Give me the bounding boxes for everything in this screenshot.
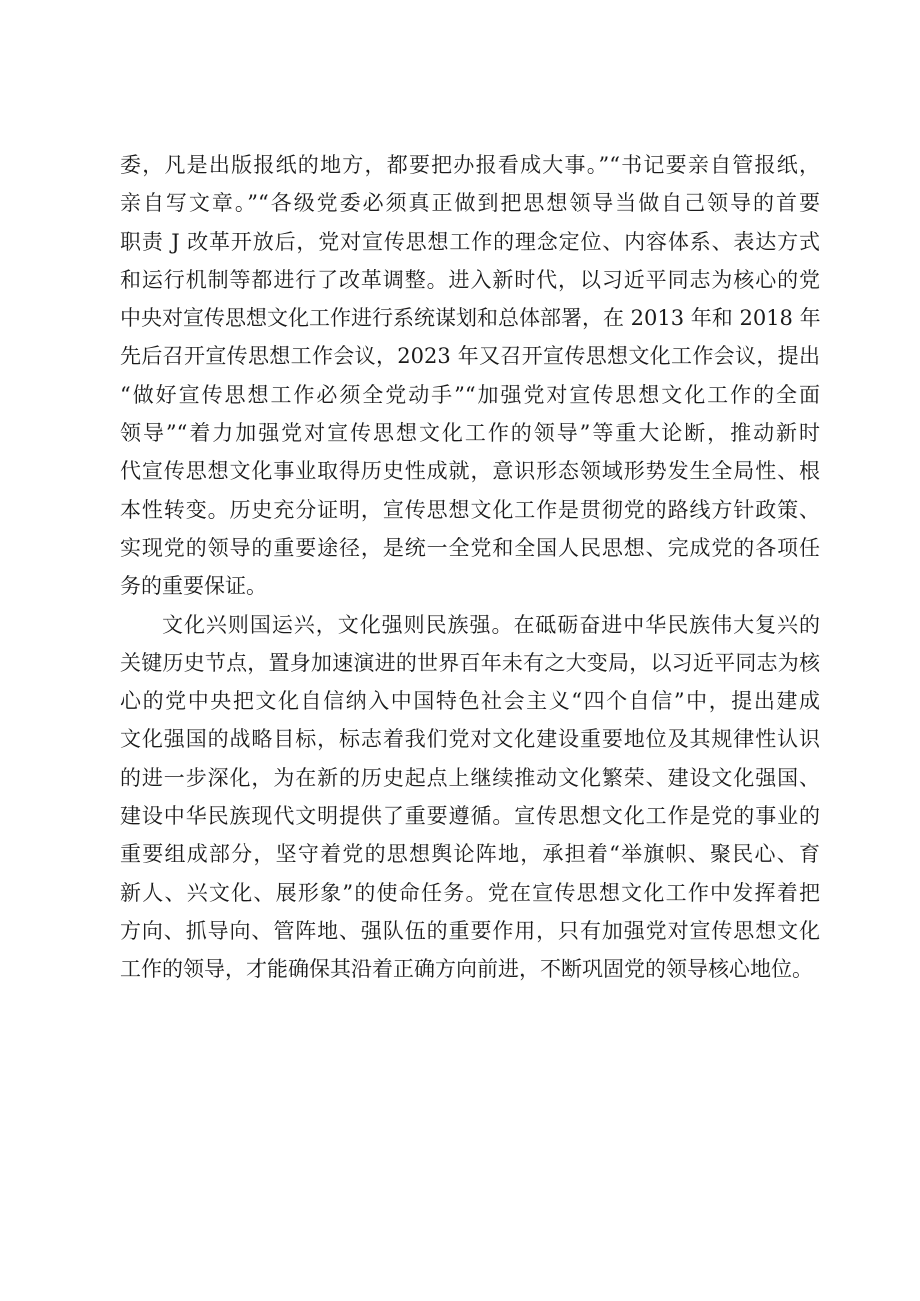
text-line: “做好宣传思想工作必须全党动手”“加强党对宣传思想文化工作的全面 xyxy=(120,382,820,407)
text-line: 中央对宣传思想文化工作进行系统谋划和总体部署，在 2013 年和 2018 年 xyxy=(120,306,821,331)
text-line: 关键历史节点，置身加速演进的世界百年未有之大变局，以习近平同志为核 xyxy=(120,650,820,675)
text-line: 先后召开宣传思想工作会议，2023 年又召开宣传思想文化工作会议，提出 xyxy=(120,344,820,369)
text-line: 和运行机制等都进行了改革调整。进入新时代，以习近平同志为核心的党 xyxy=(120,267,820,292)
paragraph-1 xyxy=(120,146,820,606)
document-body xyxy=(120,146,820,989)
text-line: 重要组成部分，坚守着党的思想舆论阵地，承担着“举旗帜、聚民心、育 xyxy=(120,842,820,867)
paragraph-2 xyxy=(120,606,820,989)
text-line: 心的党中央把文化自信纳入中国特色社会主义“四个自信”中，提出建成 xyxy=(120,689,820,714)
text-line: 代宣传思想文化事业取得历史性成就，意识形态领域形势发生全局性、根 xyxy=(120,459,820,484)
text-line: 建设中华民族现代文明提供了重要遵循。宣传思想文化工作是党的事业的 xyxy=(120,804,820,829)
text-line: 的进一步深化，为在新的历史起点上继续推动文化繁荣、建设文化强国、 xyxy=(120,765,820,790)
text-line: 领导”“着力加强党对宣传思想文化工作的领导”等重大论断，推动新时 xyxy=(120,421,820,446)
text-line: 新人、兴文化、展形象”的使命任务。党在宣传思想文化工作中发挥着把 xyxy=(120,880,820,905)
text-line: 文化兴则国运兴，文化强则民族强。在砥砺奋进中华民族伟大复兴的 xyxy=(162,612,820,637)
text-line: 务的重要保证。 xyxy=(120,574,267,599)
text-line: 实现党的领导的重要途径，是统一全党和全国人民思想、完成党的各项任 xyxy=(120,535,820,560)
text-line: 本性转变。历史充分证明，宣传思想文化工作是贯彻党的路线方针政策、 xyxy=(120,497,820,522)
text-line: 亲自写文章。”“各级党委必须真正做到把思想领导当做自己领导的首要 xyxy=(120,191,820,216)
text-line: 文化强国的战略目标，标志着我们党对文化建设重要地位及其规律性认识 xyxy=(120,727,820,752)
text-line: 方向、抓导向、管阵地、强队伍的重要作用，只有加强党对宣传思想文化 xyxy=(120,918,820,943)
text-line: 工作的领导，才能确保其沿着正确方向前进，不断巩固党的领导核心地位。 xyxy=(120,957,813,982)
text-line: 职责 J 改革开放后，党对宣传思想工作的理念定位、内容体系、表达方式 xyxy=(120,229,820,254)
text-line: 委，凡是出版报纸的地方，都要把办报看成大事。”“书记要亲自管报纸， xyxy=(120,153,820,177)
